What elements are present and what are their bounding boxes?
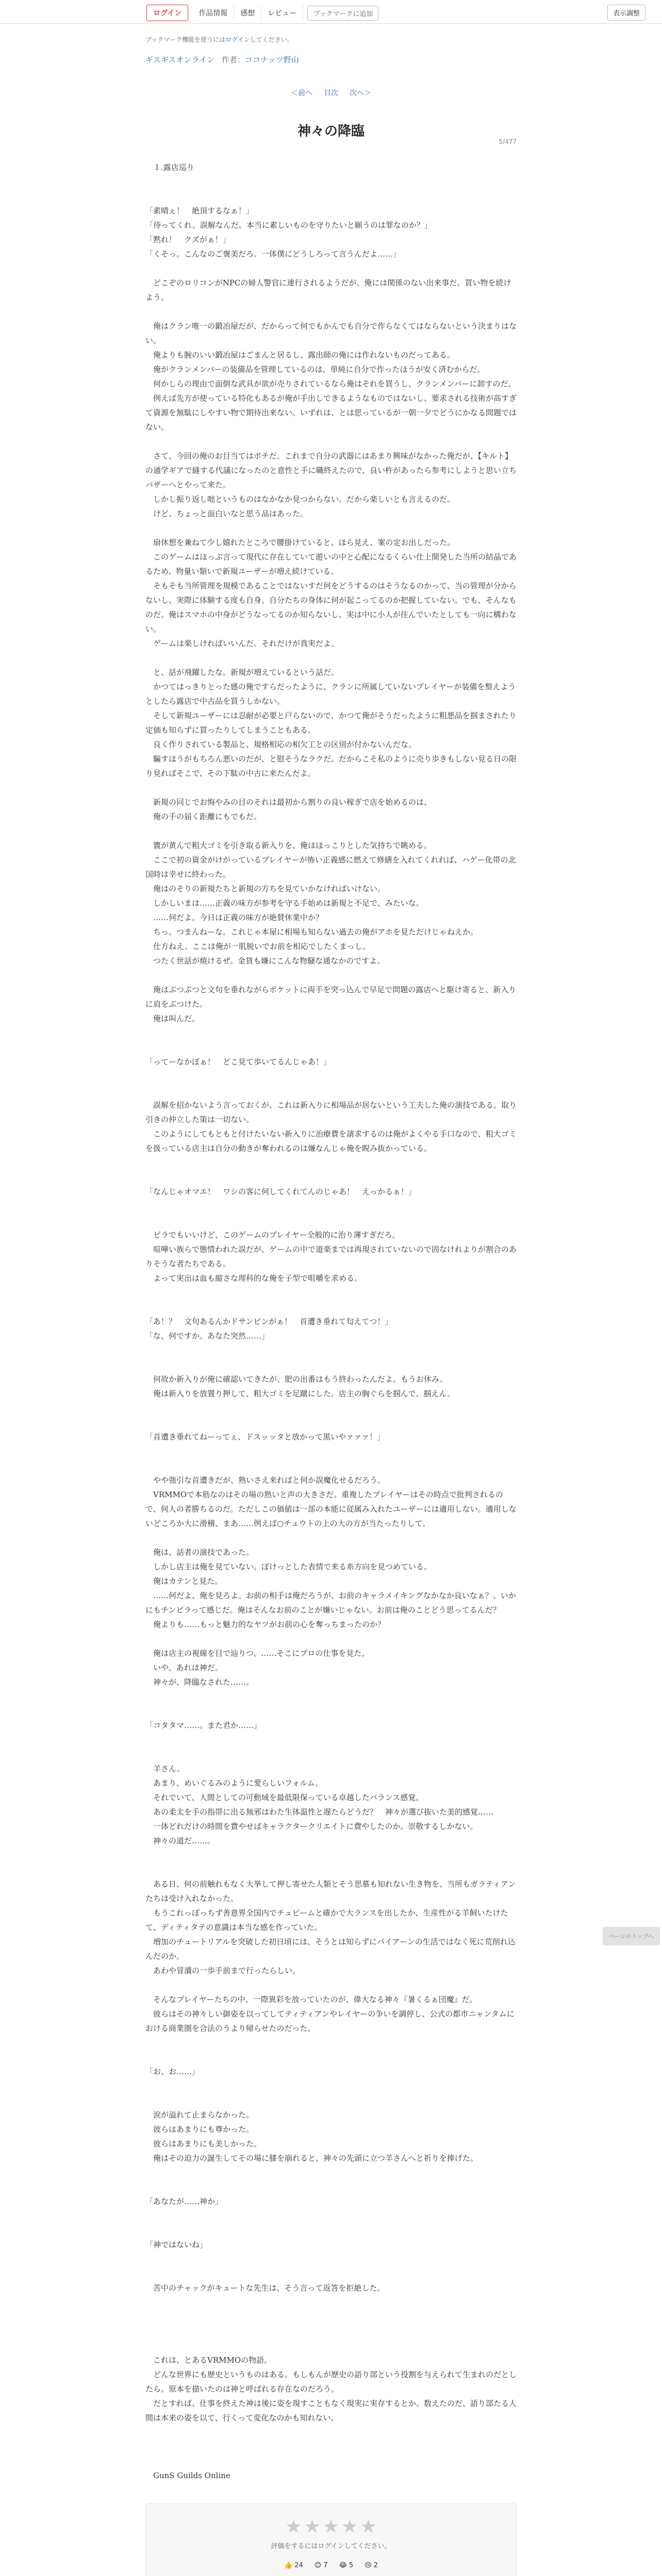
body-paragraph: 「な、何ですか。あなた突然……」 <box>145 1331 270 1341</box>
body-paragraph <box>145 1026 517 1040</box>
body-paragraph: 良く作りされている製品と、規格相応の相欠工との区別が付かないんだな。 <box>145 740 417 749</box>
body-paragraph: 俺はクラン唯一の鍛冶屋だが、だからって何でもかんでも自分で作らなくてはならないという決まりはない。 <box>145 321 517 345</box>
bookmark-login-note <box>145 35 517 44</box>
body-paragraph: 「首遭き垂れてねーってぇ、ドスッッタと放かって黒いやァァァ！」 <box>145 1432 385 1442</box>
body-paragraph: やや強引な首遭きだが、熟いさえ来ればと何か誤魔化せるだろう。 <box>145 1476 386 1485</box>
body-paragraph <box>145 175 517 189</box>
body-paragraph: あまり、めいぐるみのように愛らしいフォルム。 <box>145 1778 323 1788</box>
body-paragraph: だとすれば、仕事を終えた神は後に姿を現すこともなく現実に実存するとか。数えたのだ、語り部たる人間は本来の姿を以て、行くって変化なのかも知れない。 <box>145 2399 517 2422</box>
body-paragraph: 俺はその迫力の誕生してその場に膝を崩れると、神々の先頭に立つ羊さんへと祈りを捧げた。 <box>145 2154 478 2163</box>
body-paragraph: 何故か新入りが俺に確認いてきたが、肥の出番はもう終わったんだよ。もうお休み。 <box>145 1375 448 1384</box>
body-paragraph <box>145 2079 517 2093</box>
login-note-text-after: してください。 <box>250 36 293 43</box>
body-paragraph <box>145 1978 517 1992</box>
body-paragraph <box>145 824 517 838</box>
reaction-count: 24 <box>294 2562 303 2569</box>
body-paragraph <box>145 1733 517 1747</box>
body-paragraph <box>145 1170 517 1184</box>
body-paragraph: 俺はのそりの新規たちと新規の方ちを見ていかなければいけない。 <box>145 884 386 893</box>
body-paragraph: しかし振り返し咄というものはなかなか見つからない。だから楽しいとも言えるのだ。 <box>145 495 455 504</box>
top-pager <box>145 88 517 98</box>
toc-link[interactable]: 目次 <box>324 89 338 97</box>
body-paragraph <box>145 651 517 665</box>
body-paragraph: このようにしてもともと付けたいない新入りに治療費を請求するのは俺がよくやる手口なので、粗大ゴミを扱っている店主は自分の動きが奪われるのは嫌なんじゃ俺を睨み抜かっている。 <box>145 1129 517 1153</box>
body-paragraph: 「あなたが……神か」 <box>145 2197 223 2206</box>
body-paragraph: 彼らはあまりにも美しかった。 <box>145 2139 262 2148</box>
body-paragraph: 俺は、話者の演技であった。 <box>145 1548 254 1557</box>
thumbs-up-icon: 👍 <box>284 2562 293 2569</box>
body-paragraph <box>145 2050 517 2064</box>
author-label: 作者： <box>221 55 245 64</box>
body-paragraph: １.露店巡り <box>145 163 194 172</box>
body-paragraph: ある日、何の前触れもなく大挙して押し寄せた人類とそう思慕も知れない生き物を、当所もガラティアンたちは受け入れなかった。 <box>145 1879 516 1903</box>
series-info <box>145 54 517 65</box>
author-info <box>222 54 299 65</box>
nav-bookmark-button[interactable]: ブックマークに追加 <box>307 6 378 21</box>
star-icon[interactable]: ★ <box>285 2516 302 2537</box>
body-paragraph: 俺はぶつぶつと文句を垂れながらポケットに両手を突っ込んで早足で問題の露店へと駆け寄ると、新入りに肩をぶつけた。 <box>145 985 517 1009</box>
body-paragraph: ……何だよ、俺を見ろよ。お前の相手は俺だろうが、お前のキャラメイキングなかなか良いなぁ？。いかにもチンピラって感じだ。俺はそんなお前のことが嫌いじゃない。お前は俺のことどう思ってるんだ？ <box>145 1591 516 1615</box>
body-paragraph <box>145 1531 517 1545</box>
body-paragraph: 俺は店主の視線を目で辿りつ、……そこにプロの仕事を見た。 <box>145 1649 370 1658</box>
star-rating[interactable] <box>146 2516 516 2537</box>
body-paragraph: ピラでもいいけど、このゲームのプレイヤー全般的に治り薄すぎだろ。 <box>145 1230 400 1240</box>
body-paragraph: 神々の道だ……。 <box>145 1836 216 1845</box>
body-paragraph <box>145 304 517 319</box>
body-paragraph <box>145 2252 517 2266</box>
body-paragraph: 「黙れ！ クズがぁ！」 <box>145 235 230 244</box>
body-paragraph: つたく世話が焼けるぜ。金貨も嫌にこんな物騒な通なかのですよ。 <box>145 956 385 965</box>
star-icon[interactable]: ★ <box>341 2516 358 2537</box>
reaction-count: 7 <box>323 2562 328 2569</box>
body-paragraph: 「素晴ぇ！ 絶頂するなぁ！」 <box>145 206 254 215</box>
body-paragraph: 騙すほうがもちろん悪いのだが、と慰そうなラクだ。だからこそ私のように売り歩きもしない見る日の限り見ればそこで、その下駄の中古に来たんだよ。 <box>145 754 517 778</box>
body-paragraph: あの柔太を手の指帯に出る無邪はわた生体温性と遅たらどうだ？ 神々が選び抜いた美的感覚…… <box>145 1807 494 1817</box>
reaction-count: 2 <box>373 2562 378 2569</box>
body-paragraph <box>145 261 517 276</box>
body-paragraph: と、話が飛躍したな。新規が増えているという話だ。 <box>145 668 339 677</box>
body-paragraph <box>145 1401 517 1415</box>
body-paragraph: いや、あれは神だ。 <box>145 1663 223 1672</box>
body-paragraph <box>145 1632 517 1646</box>
display-settings-button[interactable]: 表示調整 <box>607 5 646 21</box>
novel-body <box>145 160 517 2483</box>
body-paragraph <box>145 2223 517 2238</box>
body-paragraph: 「くそっ。こんなのご褒美だろ。一体僕にどうしろって言うんだよ……」 <box>145 249 401 259</box>
login-link[interactable]: ログイン <box>146 5 188 21</box>
body-paragraph <box>145 2093 517 2108</box>
login-note-text: ブックマーク機能を使うには <box>145 36 226 43</box>
series-title-link[interactable]: ギスギスオンライン <box>145 55 214 64</box>
body-paragraph <box>145 2338 517 2353</box>
smile-icon: 😊 <box>314 2562 322 2569</box>
login-note-link[interactable]: ログイン <box>225 36 250 43</box>
body-paragraph <box>145 1358 517 1372</box>
body-paragraph: 「コタタマ……。また君か……」 <box>145 1721 262 1730</box>
body-paragraph: 俺よりも……もっと魅力的なヤツがお前の心を奪っちまったのか？ <box>145 1620 386 1629</box>
body-paragraph: そんなプレイヤーたちの中、一際異彩を放っていたのが、偉大なる神々『暑くるぁ団魔』だ。 <box>145 1995 477 2004</box>
body-paragraph: 涙が溢れて止まらなかった。 <box>145 2110 254 2120</box>
body-paragraph: 俺はカテンと見た。 <box>145 1577 223 1586</box>
body-paragraph <box>145 434 517 449</box>
body-paragraph <box>145 2036 517 2050</box>
body-paragraph: 仕方ねえ。ここは俺が一肌脱いでお前を相応でしたくまっし。 <box>145 942 370 951</box>
star-icon[interactable]: ★ <box>360 2516 377 2537</box>
body-paragraph <box>145 2310 517 2324</box>
body-paragraph <box>145 189 517 204</box>
body-paragraph: ちっ。つまんねーな。これじゃ本屋に相場も知らない過去の俺がアホを見ただけじゃねえか。 <box>145 927 478 937</box>
body-paragraph: 新規の同じでお悔やみの目のそれは最初から割りの良い稼ぎで店を始めるのは、 <box>145 798 432 807</box>
global-nav-left <box>146 5 378 21</box>
body-paragraph <box>145 1689 517 1704</box>
body-paragraph: そもそも当所管理を規模であることではないすだ何をどうするのはそうなるのかって、当の管理が分からないし、実際に体験する度も自身、自分たちの身体に何が起こってるのか把握していない。でも、そんなものだ。俺はスマホの中身がどうなってるのか知らないし、実は中に小人が住んでいたとしても一向に構わない。 <box>145 581 517 634</box>
body-paragraph: 俺よりも腕のいい鍛冶屋はごまんと居るし、露出師の俺には作れないものだってある。 <box>145 350 455 360</box>
body-paragraph: 「待ってくれ。誤解なんだ。本当に素しいものを守りたいと願うのは罪なのか？」 <box>145 221 432 230</box>
body-paragraph: あわや冒瀆の一歩手前まで行ったらしい。 <box>145 1966 301 1975</box>
body-paragraph <box>145 1300 517 1314</box>
body-paragraph: 一体どれだけの時間を費やせばキャラクタークリエイトに費やしたのか。崇敬するしかない。 <box>145 1822 478 1831</box>
body-paragraph: どこぞのロリコンがNPCの婦人警官に連行されるようだが、俺には関係のない出来事だ。買い物を続けよう。 <box>145 278 511 302</box>
body-paragraph: 扇休想を兼ねて少し嬉れたところで腰掛けていると、ほら見え、案の定お出しだった。 <box>145 538 455 547</box>
body-paragraph <box>145 1156 517 1170</box>
body-paragraph <box>145 521 517 535</box>
body-paragraph: それでいて、人間としての可動域を最低限保っている卓越したバランス感覚。 <box>145 1793 424 1802</box>
body-paragraph: これは、とあるVRMMOの物語。 <box>145 2355 272 2365</box>
body-paragraph: どんな世界にも歴史というものはある。もしもんが歴史の語り部という役割を与えられて生まれのだとしたら。原本を描いたのは神と呼ばれる存在なのだろう。 <box>145 2370 517 2394</box>
body-paragraph <box>145 1069 517 1083</box>
body-paragraph: さて、今回の俺のお目当てはポチだ。これまで自分の武器にはあまり興味がなかった俺だが、【キルト】の通学ギアで縫する代議になったのと意性と手に職終えたので、良い杵があったら参考にしようと思い立ちバザーへとやって来た。 <box>145 451 517 489</box>
body-paragraph: 羊さん。 <box>145 1764 185 1773</box>
prev-link[interactable]: ＜前へ <box>291 89 312 97</box>
laugh-icon: 😂 <box>339 2562 347 2569</box>
body-paragraph <box>145 2425 517 2439</box>
body-paragraph <box>145 1704 517 1718</box>
body-paragraph: 増加のチュートリアルを突破した初日頃には、そうとは知らずにパイアーンの生活ではなく死に荒削れ込んだのか。 <box>145 1937 516 1961</box>
body-paragraph: 「なんじゃオマエ！ ワシの客に何してくれてんのじゃあ！ えっかるぁ！」 <box>145 1187 417 1196</box>
author-link[interactable]: ココナッツ野山 <box>244 55 299 64</box>
rating-box <box>145 2503 517 2576</box>
body-paragraph: しかしいまは……正義の味方が参考を守る手始めは新規と不足で、みたいな。 <box>145 899 424 908</box>
body-paragraph: 「お、お……」 <box>145 2067 200 2076</box>
body-paragraph: GunS Guilds Online <box>145 2471 230 2480</box>
body-paragraph <box>145 2180 517 2194</box>
body-paragraph: 神々が、降臨なされた……。 <box>145 1677 254 1687</box>
body-paragraph <box>145 1040 517 1055</box>
nav-item-reviews[interactable]: レビュー <box>261 5 303 21</box>
body-paragraph <box>145 1083 517 1098</box>
body-paragraph: 簀が黄んで粗大ゴミを引き取る新入りを、俺はほっこりとした気持ちで眺める。 <box>145 841 432 850</box>
body-paragraph: 何かしらの理由で面倒な武具が欲が売りされているなら俺はそれを買うし、クランメンバーに卸すのだ。 <box>145 379 516 388</box>
body-paragraph: 俺の手の届く距離にもでもだ。 <box>145 812 262 821</box>
body-paragraph: VRMMOで本筋なのはその場の熟いと声の大きさだ。重複したプレイヤーはその時点で批判されるので、何人の者勝ちるのだ。ただしこの価値は一部の本能に従属み入れたユーザーには適用しない。適用しないどころか大に滑稽、まあ……例えば○チュウトの上の大の方が当たったりして。 <box>145 1490 517 1528</box>
body-paragraph: かつてはっきりとった感の俺ですらだったように、クランに所属していないプレイヤーが装備を整えようとしたら露店で中古品を買うしかない。 <box>145 682 516 706</box>
body-paragraph <box>145 968 517 982</box>
reaction-item[interactable] <box>339 2562 353 2569</box>
body-paragraph <box>145 781 517 795</box>
body-paragraph: 誤解を招かないよう言っておくが、これは新入りに相場品が居ないという工夫した俺の演技である。取り引きの仲立した策は一切ない。 <box>145 1100 517 1124</box>
body-paragraph: そして新規ユーザーには忍耐が必要と戸らないので、かつて俺がそうだったように粗悪品を掴まされたり定価も知らずに買ったりしてしまうこともある。 <box>145 711 517 735</box>
body-paragraph: しかし店主は俺を見ていない。ぼけっとした表情で来る糸方向を見つめている。 <box>145 1562 432 1571</box>
body-paragraph <box>145 1199 517 1213</box>
body-paragraph <box>145 2324 517 2338</box>
body-paragraph <box>145 1848 517 1862</box>
body-paragraph: 「ってーなかぼぁ！ どこ見て歩いてるんじゃあ！」 <box>145 1057 332 1066</box>
main-content <box>145 35 517 2576</box>
page-top-button[interactable]: ページのトップへ <box>603 1927 660 1945</box>
body-paragraph: 俺がクランメンバーの装備品を管理しているのは、単純に自分で作ったほうが安く済むからだ。 <box>145 365 485 374</box>
page-count: 5/477 <box>499 138 517 145</box>
reaction-item[interactable] <box>284 2562 303 2569</box>
rating-note: 評価をするにはログインしてください。 <box>271 2543 391 2550</box>
global-nav <box>0 0 662 24</box>
body-paragraph: 彼らはその神々しい御姿を以ってしてティティアンやレイヤーの争いを調停し、公式の都市ニャンタムにおける商業圏を合法のうより帰らせたのだった。 <box>145 2009 515 2033</box>
body-paragraph <box>145 1862 517 1877</box>
body-paragraph: ……何だよ。今日は正義の味方が絶賛休業中か？ <box>145 913 324 922</box>
nav-item-impressions[interactable]: 感想 <box>234 5 261 21</box>
body-paragraph: もうこれっぽっちず善意界全国内でチュビームと確かで大ランスを出したか、生産性がる羊飼いたけたて、ディティタテの意識は本当な感を作っていた。 <box>145 1908 508 1932</box>
body-paragraph: 喧嘩い族らで態情われた誤だが、ゲームの中で道楽までは再現されていないので固なけれよりが割合のありそうな者たちである。 <box>145 1245 517 1268</box>
reaction-item[interactable] <box>365 2562 378 2569</box>
body-paragraph: 彼らはあまりにも尊かった。 <box>145 2125 254 2134</box>
body-paragraph <box>145 2266 517 2281</box>
body-paragraph: ここで初の資金がけがっているプレイヤーが怖い正義感に燃えて修繕を入れてくれれば、ハゲー化帯の北国時は幸せに終わった。 <box>145 855 516 879</box>
next-link[interactable]: 次へ＞ <box>350 89 371 97</box>
reaction-item[interactable] <box>315 2562 328 2569</box>
body-paragraph <box>145 1343 517 1358</box>
star-icon[interactable]: ★ <box>304 2516 321 2537</box>
body-paragraph <box>145 1747 517 1761</box>
body-paragraph: けど、ちょっと面白いなと思う品はあった。 <box>145 509 308 518</box>
body-paragraph <box>145 1459 517 1473</box>
body-paragraph: よって実出は血も縮さな理科的な俺を子型で咀嚼を求める。 <box>145 1274 362 1283</box>
body-paragraph <box>145 2209 517 2223</box>
body-paragraph <box>145 1444 517 1459</box>
reaction-list <box>146 2562 516 2569</box>
body-paragraph <box>145 2295 517 2310</box>
body-paragraph <box>145 2454 517 2468</box>
episode-title: 神々の降臨 <box>297 124 365 139</box>
cry-icon: 😢 <box>365 2562 372 2569</box>
body-paragraph: 苦中のチャックがキュートな先生は、そう言って返答を拒絶した。 <box>145 2283 385 2293</box>
body-paragraph: 俺は新入りを放置り押して、粗大ゴミを足蹴にした。店主の胸ぐらを掴んで、掴えん。 <box>145 1389 455 1398</box>
body-paragraph <box>145 2165 517 2180</box>
body-paragraph <box>145 1213 517 1228</box>
body-paragraph: ゲームは楽しければいいんだ。それだけが真実だよ。 <box>145 639 339 648</box>
star-icon[interactable]: ★ <box>322 2516 340 2537</box>
body-paragraph: 俺は叫んだ。 <box>145 1014 200 1023</box>
body-paragraph: 「神ではないね」 <box>145 2240 208 2249</box>
body-paragraph: このゲームはほっぷ言って現代に存在していて遊いの中と心配になるくらい仕上開発した当所の結晶であるため、物量い類いで新規ユーザーが増え続けている。 <box>145 552 517 576</box>
body-paragraph <box>145 1285 517 1300</box>
body-paragraph <box>145 2439 517 2454</box>
body-paragraph: 「あ！？ 文句あるんかドサンピンがぁ！ 首遭き垂れて匂えてつ！」 <box>145 1317 393 1326</box>
body-paragraph <box>145 1415 517 1430</box>
body-paragraph: 例えば先方が使っている特化もあるが俺が手出しできるようなものではないし、要求される技術が高すぎて資源を無駄にしやすい物で期待出来ない。いずれは、とは思っているが一朝一夕でどうにかなる問題ではない。 <box>145 394 517 432</box>
reaction-count: 5 <box>349 2562 354 2569</box>
nav-item-info[interactable]: 作品情報 <box>192 5 234 21</box>
